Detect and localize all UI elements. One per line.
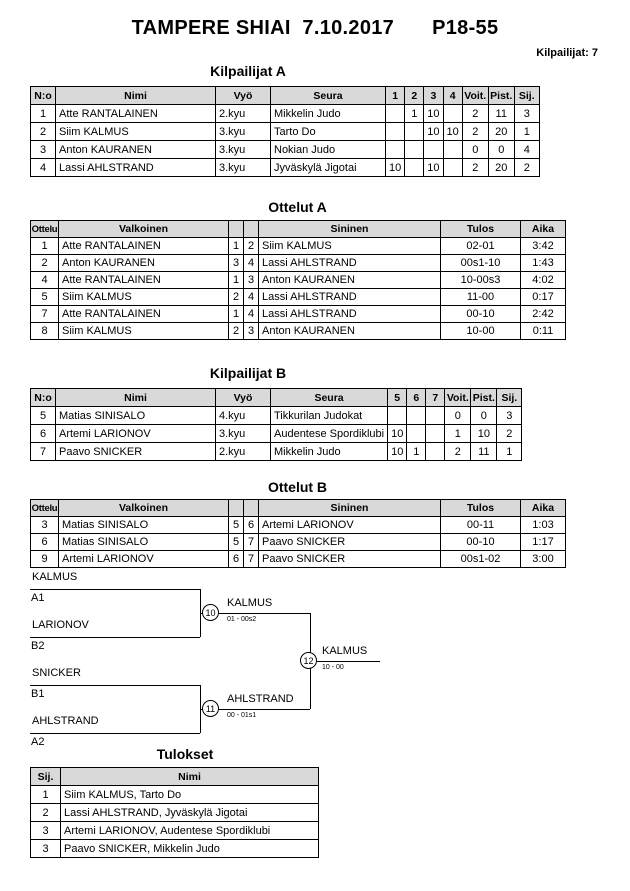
final-score: 10 - 00 [322, 664, 344, 671]
cell: 00-10 [441, 306, 521, 323]
cell: 3.kyu [216, 123, 271, 141]
cell: 1 [229, 272, 244, 289]
column-header: 4 [443, 87, 462, 105]
cell: 3.kyu [216, 159, 271, 177]
column-header: Sij. [497, 389, 522, 407]
column-header: Ottelu [31, 221, 59, 238]
table-row [31, 425, 522, 443]
match-number-badge: 11 [202, 700, 219, 717]
cell: 5 [229, 517, 244, 534]
cell: 3 [514, 105, 539, 123]
cell: 2 [31, 255, 59, 272]
cell: 3 [31, 840, 61, 858]
page-title-category: P18-55 [432, 17, 499, 39]
cell: 4 [244, 255, 259, 272]
cell [405, 123, 424, 141]
cell: 00-11 [441, 517, 521, 534]
header-row [31, 87, 540, 105]
ottelut-a-table [30, 220, 566, 340]
semifinal-2-winner: AHLSTRAND [227, 693, 294, 705]
final-bracket [0, 566, 630, 752]
cell: 4 [244, 289, 259, 306]
table-row [31, 141, 540, 159]
cell: 3.kyu [216, 425, 271, 443]
table-row [31, 272, 566, 289]
cell: 5 [31, 289, 59, 306]
bracket-seed-label: B2 [31, 640, 45, 652]
cell: 4.kyu [216, 407, 271, 425]
cell: 9 [31, 551, 59, 568]
cell [407, 425, 426, 443]
column-header: Nimi [56, 87, 216, 105]
cell: 10 [424, 159, 443, 177]
kilpailijat-a-heading: Kilpailijat A [210, 63, 286, 79]
cell: Matias SINISALO [59, 534, 229, 551]
table-row [31, 407, 522, 425]
cell: 2 [462, 159, 488, 177]
cell: 8 [31, 323, 59, 340]
cell: 6 [31, 534, 59, 551]
table-row [31, 289, 566, 306]
cell: 1 [497, 443, 522, 461]
cell: 0:17 [521, 289, 566, 306]
cell [426, 407, 445, 425]
bracket-line [30, 589, 200, 590]
cell: 1 [31, 786, 61, 804]
cell: 6 [31, 425, 56, 443]
cell: 2 [31, 123, 56, 141]
cell: 02-01 [441, 238, 521, 255]
cell: 3:42 [521, 238, 566, 255]
cell: 1 [445, 425, 471, 443]
cell: Audentese Spordiklubi [271, 425, 388, 443]
column-header: Sininen [259, 221, 441, 238]
cell [386, 105, 405, 123]
cell: 4 [514, 141, 539, 159]
cell: Artemi LARIONOV [59, 551, 229, 568]
match-number-badge: 10 [202, 604, 219, 621]
cell: 1 [229, 238, 244, 255]
tulokset-heading: Tulokset [156, 746, 214, 762]
cell: 3 [31, 822, 61, 840]
cell: 7 [31, 443, 56, 461]
column-header: 3 [424, 87, 443, 105]
cell: Lassi AHLSTRAND [56, 159, 216, 177]
table-row [31, 123, 540, 141]
cell: 11 [488, 105, 514, 123]
page-title-event: TAMPERE SHIAI 7.10.2017 [131, 17, 395, 39]
column-header [229, 500, 244, 517]
header-row [31, 500, 566, 517]
cell: 10 [424, 105, 443, 123]
cell: Siim KALMUS [59, 289, 229, 306]
cell: Paavo SNICKER [259, 551, 441, 568]
competitors-count: Kilpailijat: 7 [536, 47, 598, 59]
column-header: Nimi [61, 768, 319, 786]
cell: 0 [462, 141, 488, 159]
cell: Atte RANTALAINEN [56, 105, 216, 123]
cell: 1 [31, 105, 56, 123]
bracket-slot-name: AHLSTRAND [32, 715, 99, 727]
cell: Siim KALMUS [259, 238, 441, 255]
cell: 3 [229, 255, 244, 272]
cell: 1 [31, 238, 59, 255]
cell: Artemi LARIONOV [259, 517, 441, 534]
table-row [31, 105, 540, 123]
cell: 4 [31, 272, 59, 289]
cell: 20 [488, 123, 514, 141]
cell: Artemi LARIONOV [56, 425, 216, 443]
cell: 1 [405, 105, 424, 123]
column-header [244, 500, 259, 517]
page-title [0, 17, 630, 40]
column-header: Voit. [462, 87, 488, 105]
bracket-seed-label: A2 [31, 736, 45, 748]
cell: 1 [229, 306, 244, 323]
cell [405, 159, 424, 177]
cell: 10 [388, 443, 407, 461]
cell [424, 141, 443, 159]
cell: Atte RANTALAINEN [59, 272, 229, 289]
cell: Anton KAURANEN [59, 255, 229, 272]
cell: 00s1-10 [441, 255, 521, 272]
column-header: Pist. [471, 389, 497, 407]
cell [388, 407, 407, 425]
cell: 2 [31, 804, 61, 822]
column-header: Seura [271, 389, 388, 407]
cell: 10 [443, 123, 462, 141]
cell: Siim KALMUS [59, 323, 229, 340]
cell: 10 [471, 425, 497, 443]
table-row [31, 786, 319, 804]
cell: 4 [31, 159, 56, 177]
cell: 6 [244, 517, 259, 534]
cell: 3 [31, 141, 56, 159]
cell: Lassi AHLSTRAND [259, 306, 441, 323]
cell: 00s1-02 [441, 551, 521, 568]
bracket-slot-name: SNICKER [32, 667, 81, 679]
cell: 10-00 [441, 323, 521, 340]
column-header: Voit. [445, 389, 471, 407]
cell: 10-00s3 [441, 272, 521, 289]
cell: 3.kyu [216, 141, 271, 159]
column-header [229, 221, 244, 238]
cell: Mikkelin Judo [271, 105, 386, 123]
cell: Atte RANTALAINEN [59, 238, 229, 255]
column-header: 1 [386, 87, 405, 105]
cell: 2 [462, 105, 488, 123]
cell: 20 [488, 159, 514, 177]
ottelut-b-table [30, 499, 566, 568]
cell: 3 [244, 323, 259, 340]
column-header: Nimi [56, 389, 216, 407]
cell [426, 443, 445, 461]
semifinal-2-score: 00 - 01s1 [227, 712, 257, 719]
column-header: Aika [521, 500, 566, 517]
table-row [31, 443, 522, 461]
cell [407, 407, 426, 425]
table-row [31, 255, 566, 272]
cell: Matias SINISALO [59, 517, 229, 534]
header-row [31, 221, 566, 238]
cell: 2 [229, 323, 244, 340]
cell: 7 [244, 551, 259, 568]
header-row [31, 768, 319, 786]
cell: 2 [229, 289, 244, 306]
table-row [31, 804, 319, 822]
column-header: 2 [405, 87, 424, 105]
cell: 10 [424, 123, 443, 141]
cell: 3:00 [521, 551, 566, 568]
cell: 2.kyu [216, 443, 271, 461]
column-header: N:o [31, 87, 56, 105]
ottelut-a-heading: Ottelut A [268, 199, 327, 215]
cell: 11 [471, 443, 497, 461]
cell: 2 [244, 238, 259, 255]
cell: 7 [244, 534, 259, 551]
column-header: Valkoinen [59, 221, 229, 238]
cell: Paavo SNICKER, Mikkelin Judo [61, 840, 319, 858]
table-row [31, 840, 319, 858]
table-row [31, 323, 566, 340]
bracket-line [30, 637, 200, 638]
column-header: Sij. [31, 768, 61, 786]
cell [443, 141, 462, 159]
cell [443, 159, 462, 177]
cell [426, 425, 445, 443]
ottelut-b-heading: Ottelut B [267, 479, 328, 495]
cell: 2.kyu [216, 105, 271, 123]
cell: 1:17 [521, 534, 566, 551]
cell: 1:43 [521, 255, 566, 272]
column-header [244, 221, 259, 238]
column-header: Valkoinen [59, 500, 229, 517]
bracket-seed-label: B1 [31, 688, 45, 700]
kilpailijat-b-table [30, 388, 522, 461]
match-number-badge: 12 [300, 652, 317, 669]
table-row [31, 517, 566, 534]
cell: 5 [31, 407, 56, 425]
cell: Nokian Judo [271, 141, 386, 159]
table-row [31, 534, 566, 551]
kilpailijat-b-heading: Kilpailijat B [209, 365, 287, 381]
cell: 0:11 [521, 323, 566, 340]
cell: 1:03 [521, 517, 566, 534]
cell: Jyväskylä Jigotai [271, 159, 386, 177]
cell: 2 [462, 123, 488, 141]
bracket-slot-name: KALMUS [32, 571, 78, 583]
cell: Matias SINISALO [56, 407, 216, 425]
column-header: Sininen [259, 500, 441, 517]
cell: Lassi AHLSTRAND, Jyväskylä Jigotai [61, 804, 319, 822]
column-header: Ottelu [31, 500, 59, 517]
column-header: Vyö [216, 389, 271, 407]
bracket-line [30, 733, 200, 734]
cell: Lassi AHLSTRAND [259, 289, 441, 306]
semifinal-1-score: 01 - 00s2 [227, 616, 257, 623]
cell [443, 105, 462, 123]
cell: Paavo SNICKER [56, 443, 216, 461]
cell [386, 141, 405, 159]
cell: Artemi LARIONOV, Audentese Spordiklubi [61, 822, 319, 840]
tulokset-table [30, 767, 319, 858]
cell: 3 [497, 407, 522, 425]
column-header: Tulos [441, 500, 521, 517]
column-header: 5 [388, 389, 407, 407]
bracket-line [30, 685, 200, 686]
cell: 3 [31, 517, 59, 534]
cell: Anton KAURANEN [56, 141, 216, 159]
cell: 2 [445, 443, 471, 461]
cell: 4 [244, 306, 259, 323]
cell: 6 [229, 551, 244, 568]
bracket-seed-label: A1 [31, 592, 45, 604]
table-row [31, 159, 540, 177]
cell: 1 [407, 443, 426, 461]
column-header: N:o [31, 389, 56, 407]
cell: 11-00 [441, 289, 521, 306]
column-header: 7 [426, 389, 445, 407]
cell: Paavo SNICKER [259, 534, 441, 551]
column-header: Tulos [441, 221, 521, 238]
cell: 1 [514, 123, 539, 141]
cell [405, 141, 424, 159]
cell: Mikkelin Judo [271, 443, 388, 461]
cell: 3 [244, 272, 259, 289]
cell: Siim KALMUS [56, 123, 216, 141]
column-header: Pist. [488, 87, 514, 105]
cell: Anton KAURANEN [259, 323, 441, 340]
bracket-slot-name: LARIONOV [32, 619, 89, 631]
column-header: Vyö [216, 87, 271, 105]
column-header: Sij. [514, 87, 539, 105]
cell: 0 [471, 407, 497, 425]
cell: Atte RANTALAINEN [59, 306, 229, 323]
cell: 2:42 [521, 306, 566, 323]
cell: Lassi AHLSTRAND [259, 255, 441, 272]
cell: Anton KAURANEN [259, 272, 441, 289]
semifinal-1-winner: KALMUS [227, 597, 273, 609]
bracket-winner-line [310, 661, 380, 662]
table-row [31, 306, 566, 323]
cell: 10 [386, 159, 405, 177]
final-winner: KALMUS [322, 645, 368, 657]
cell: 0 [488, 141, 514, 159]
cell: Siim KALMUS, Tarto Do [61, 786, 319, 804]
cell: Tikkurilan Judokat [271, 407, 388, 425]
table-row [31, 822, 319, 840]
column-header: 6 [407, 389, 426, 407]
table-row [31, 551, 566, 568]
cell: Tarto Do [271, 123, 386, 141]
cell [386, 123, 405, 141]
column-header: Seura [271, 87, 386, 105]
cell: 5 [229, 534, 244, 551]
cell: 00-10 [441, 534, 521, 551]
cell: 2 [497, 425, 522, 443]
cell: 2 [514, 159, 539, 177]
kilpailijat-a-table [30, 86, 540, 177]
column-header: Aika [521, 221, 566, 238]
cell: 0 [445, 407, 471, 425]
cell: 7 [31, 306, 59, 323]
header-row [31, 389, 522, 407]
table-row [31, 238, 566, 255]
cell: 10 [388, 425, 407, 443]
cell: 4:02 [521, 272, 566, 289]
